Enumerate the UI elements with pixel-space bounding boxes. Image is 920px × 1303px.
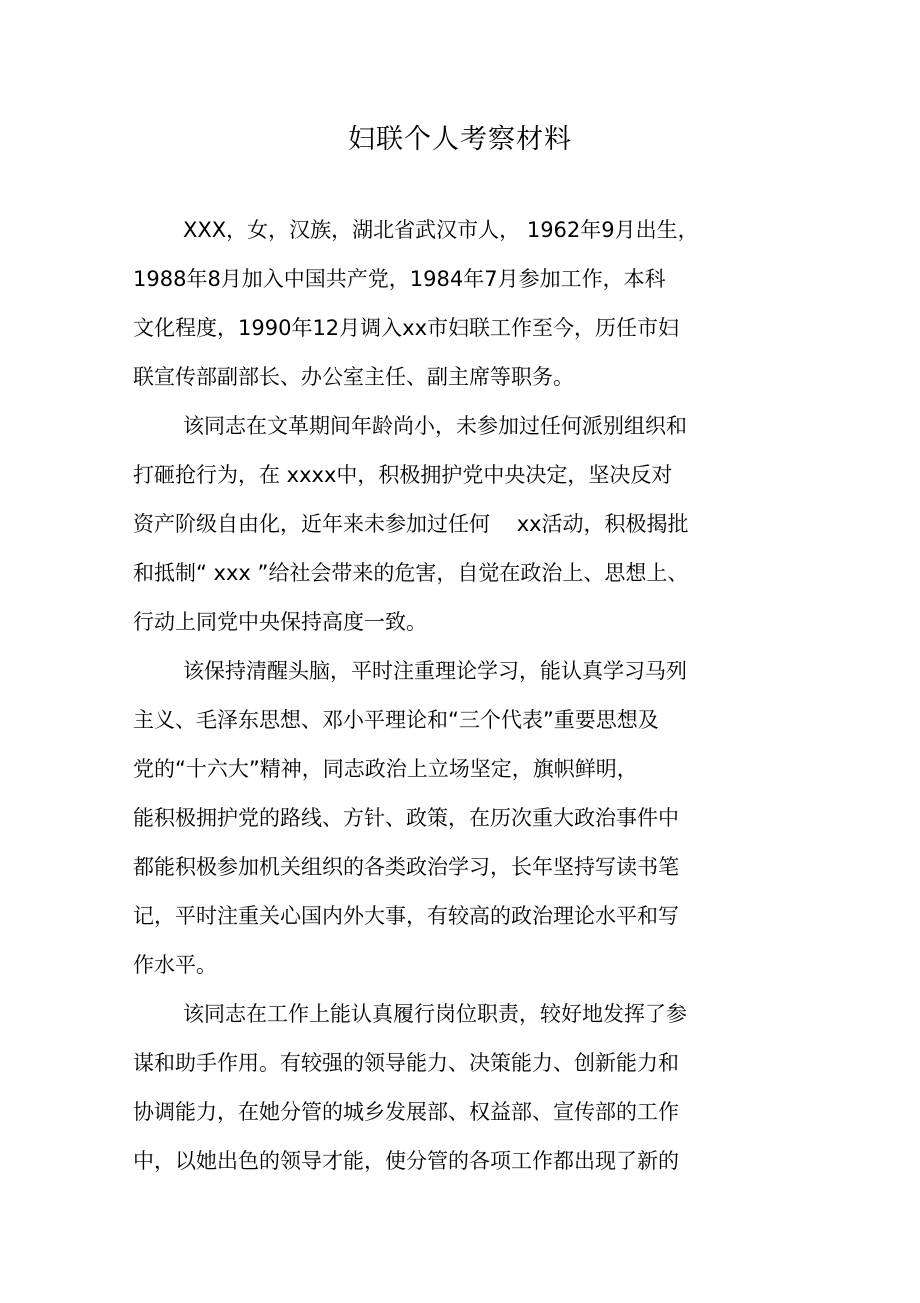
paragraph-3-line-6: 记，平时注重关心国内外大事，有较高的政治理论水平和写 — [133, 904, 679, 928]
paragraph-2-line-4: 和抵制“ xxx ”给社会带来的危害，自觉在政治上、思想上、 — [133, 561, 689, 585]
paragraph-4-line-2: 谋和助手作用。有较强的领导能力、决策能力、创新能力和 — [133, 1051, 679, 1075]
paragraph-3-line-5: 都能积极参加机关组织的各类政治学习，长年坚持写读书笔 — [133, 855, 679, 879]
paragraph-4-line-3: 协调能力，在她分管的城乡发展部、权益部、宣传部的工作 — [133, 1100, 679, 1124]
document-title: 妇联个人考察材料 — [348, 124, 572, 155]
paragraph-1-line-4: 联宣传部副部长、办公室主任、副主席等职务。 — [133, 365, 574, 389]
paragraph-1-line-3: 文化程度，1990年12月调入xx市妇联工作至今，历任市妇 — [133, 316, 680, 340]
paragraph-1-line-2: 1988年8月加入中国共产党，1984年7月参加工作，本科 — [133, 267, 666, 291]
paragraph-1-line-1: XXX，女，汉族，湖北省武汉市人， 1962年9月出生， — [183, 218, 699, 242]
paragraph-2-line-5: 行动上同党中央保持高度一致。 — [133, 610, 427, 634]
paragraph-4-line-4: 中，以她出色的领导才能，使分管的各项工作都出现了新的 — [133, 1149, 679, 1173]
paragraph-2-line-3: 资产阶级自由化，近年来未参加过任何 xx活动，积极揭批 — [133, 512, 689, 536]
paragraph-4-line-1: 该同志在工作上能认真履行岗位职责，较好地发挥了参 — [183, 1002, 687, 1026]
paragraph-3-line-1: 该保持清醒头脑，平时注重理论学习，能认真学习马列 — [183, 659, 687, 683]
paragraph-3-line-2: 主义、毛泽东思想、邓小平理论和“三个代表”重要思想及 — [133, 708, 659, 732]
paragraph-2-line-2: 打砸抢行为，在 xxxx中，积极拥护党中央决定，坚决反对 — [133, 463, 673, 487]
paragraph-3-line-4: 能积极拥护党的路线、方针、政策，在历次重大政治事件中 — [133, 806, 679, 830]
paragraph-3-line-3: 党的“十六大”精神，同志政治上立场坚定，旗帜鲜明， — [133, 757, 638, 781]
paragraph-2-line-1: 该同志在文革期间年龄尚小，未参加过任何派别组织和 — [183, 414, 687, 438]
paragraph-3-line-7: 作水平。 — [133, 953, 217, 977]
